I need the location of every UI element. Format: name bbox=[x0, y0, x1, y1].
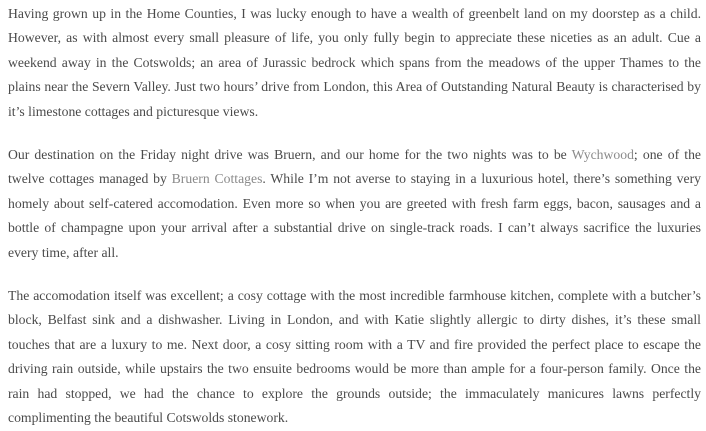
wychwood-link[interactable]: Wychwood bbox=[571, 147, 634, 163]
paragraph-text: ; one of the twelve cottages managed by bbox=[8, 147, 701, 187]
paragraph-text: . While I’m not averse to staying in a luxurious hotel, there’s something very homely about self-catered accomodation. Even more so when you are greeted with fresh farm eggs, bacon, sausages and a bottle of champagne upon your arrival after a substantial drive on single-track roads. I can’t always sacrifice the luxuries every time, after all. bbox=[8, 171, 701, 260]
paragraph-text: Our destination on the Friday night drive was Bruern, and our home for the two nights was to be bbox=[8, 147, 572, 163]
paragraph-intro: Having grown up in the Home Counties, I was lucky enough to have a wealth of greenbelt land on my doorstep as a child. However, as with almost every small pleasure of life, you only fully begin to appreciate these niceties as an adult. Cue a weekend away in the Cotswolds; an area of Jurassic bedrock which spans from the meadows of the upper Thames to the plains near the Severn Valley. Just two hours’ drive from London, this Area of Outstanding Natural Beauty is characterised by it’s limestone cottages and picturesque views. bbox=[8, 6, 701, 119]
bruern-cottages-link[interactable]: Bruern Cottages bbox=[171, 171, 263, 187]
paragraph-destination bbox=[8, 143, 701, 265]
paragraph-accommodation: The accomodation itself was excellent; a cosy cottage with the most incredible farmhouse kitchen, complete with a butcher’s block, Belfast sink and a dishwasher. Living in London, and with Katie slightly allergic to dirty dishes, it’s these small touches that are a luxury to me. Next door, a cosy sitting room with a TV and fire provided the perfect place to escape the driving rain outside, while upstairs the two ensuite bedrooms would be more than ample for a four-person family. Once the rain had stopped, we had the chance to explore the grounds outside; the immaculately manicures lawns perfectly complimenting the beautiful Cotswolds stonework. bbox=[8, 288, 701, 426]
article-body bbox=[0, 2, 706, 431]
